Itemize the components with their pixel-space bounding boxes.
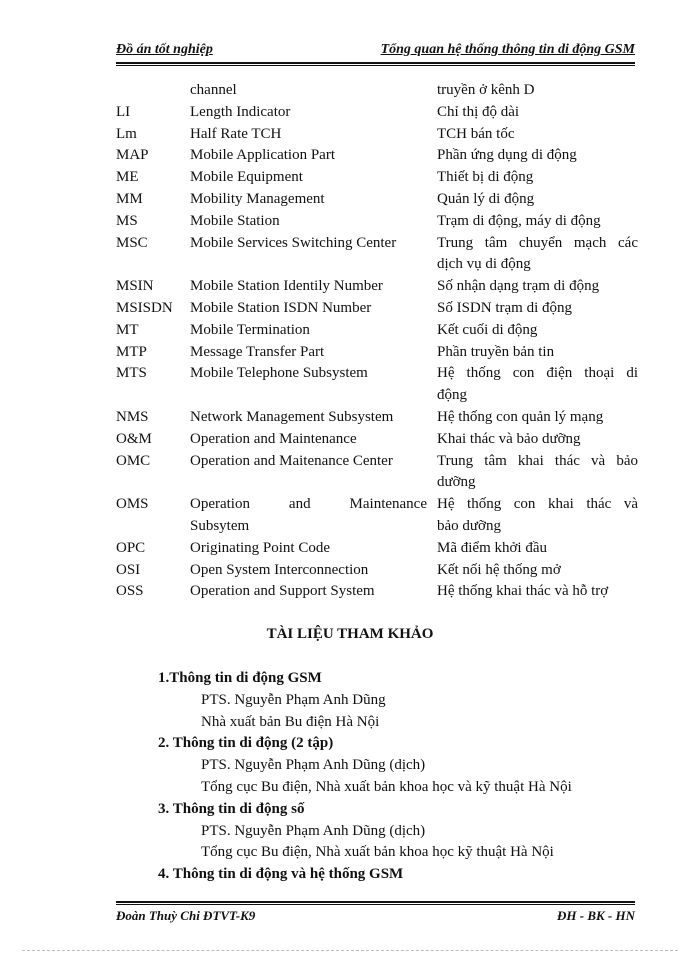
- abbreviation-vietnamese: [437, 451, 638, 495]
- references-list: [158, 668, 628, 886]
- footer-rule-thin: [116, 904, 635, 905]
- header-rule: [116, 62, 635, 64]
- abbreviation-code: MSIN: [116, 278, 154, 295]
- reference-detail: Nhà xuất bản Bu điện Hà Nội: [201, 713, 380, 730]
- english-line: Mobile Equipment: [190, 169, 303, 186]
- abbreviation-english: [190, 145, 437, 167]
- reference-detail: PTS. Nguyễn Phạm Anh Dũng: [201, 691, 386, 708]
- abbreviation-code: MM: [116, 190, 143, 207]
- references-heading: TÀI LIỆU THAM KHẢO: [266, 626, 434, 642]
- vietnamese-line: Hệ thống con điện thoại di: [437, 365, 638, 382]
- abbreviation-row: [116, 124, 638, 146]
- vietnamese-line: Quản lý di động: [437, 190, 535, 207]
- abbreviation-code: MTP: [116, 343, 147, 360]
- abbreviation-code: NMS: [116, 408, 149, 425]
- abbreviation-english: [190, 429, 437, 451]
- abbreviation-code: MT: [116, 321, 139, 338]
- abbreviation-english: [190, 581, 437, 603]
- abbreviation-vietnamese: [437, 80, 638, 102]
- vietnamese-line: dưỡng: [437, 474, 476, 491]
- page-break-line: [22, 950, 678, 951]
- abbreviation-row: [116, 407, 638, 429]
- vietnamese-line: Mã điểm khởi đầu: [437, 539, 547, 556]
- abbreviation-code: MSC: [116, 234, 148, 251]
- reference-title: 2. Thông tin di động (2 tập): [158, 735, 334, 752]
- reference-title: 4. Thông tin di động và hệ thống GSM: [158, 866, 404, 883]
- abbreviation-vietnamese: [437, 320, 638, 342]
- abbreviation-english: [190, 233, 437, 277]
- vietnamese-line: Trạm di động, máy di động: [437, 212, 601, 229]
- abbreviation-english: [190, 451, 437, 495]
- english-line: Network Management Subsystem: [190, 408, 394, 425]
- english-line: Operation and Maintenance: [190, 430, 357, 447]
- abbreviation-row: [116, 167, 638, 189]
- abbreviation-vietnamese: [437, 276, 638, 298]
- vietnamese-line: động: [437, 387, 467, 404]
- abbreviation-english: [190, 538, 437, 560]
- header-left-title: Đồ án tốt nghiệp: [116, 42, 213, 57]
- abbreviation-vietnamese: [437, 233, 638, 277]
- english-line: Mobile Station: [190, 212, 280, 229]
- abbreviation-row: [116, 320, 638, 342]
- english-line: Operation and Maitenance Center: [190, 452, 393, 469]
- abbreviation-row: [116, 560, 638, 582]
- abbreviation-code: OPC: [116, 539, 146, 556]
- abbreviation-code: MAP: [116, 147, 149, 164]
- vietnamese-line: Phần truyền bản tin: [437, 343, 555, 360]
- abbreviation-vietnamese: [437, 189, 638, 211]
- abbreviation-vietnamese: [437, 124, 638, 146]
- abbreviation-code: OSI: [116, 561, 141, 578]
- abbreviation-vietnamese: [437, 102, 638, 124]
- abbreviation-row: [116, 145, 638, 167]
- english-line: Mobile Termination: [190, 321, 310, 338]
- reference-detail: Tổng cục Bu điện, Nhà xuất bản khoa học và kỹ thuật Hà Nội: [201, 778, 572, 795]
- english-line: Originating Point Code: [190, 539, 330, 556]
- vietnamese-line: Hệ thống khai thác và hỗ trợ: [437, 583, 609, 600]
- english-line: Mobile Telephone Subsystem: [190, 365, 368, 382]
- abbreviation-english: [190, 167, 437, 189]
- abbreviation-vietnamese: [437, 538, 638, 560]
- page-footer: [116, 906, 635, 926]
- reference-title: 1.Thông tin di động GSM: [158, 670, 322, 686]
- abbreviation-row: [116, 581, 638, 603]
- vietnamese-line: truyền ở kênh D: [437, 82, 535, 98]
- abbreviation-english: [190, 407, 437, 429]
- english-line: Mobile Application Part: [190, 147, 335, 164]
- abbreviation-row: [116, 80, 638, 102]
- english-line: Length Indicator: [190, 103, 291, 120]
- abbreviation-vietnamese: [437, 363, 638, 407]
- english-line: Message Transfer Part: [190, 343, 325, 360]
- abbreviation-vietnamese: [437, 298, 638, 320]
- abbreviation-code: MSISDN: [116, 299, 173, 316]
- abbreviation-english: [190, 276, 437, 298]
- abbreviation-code: OMS: [116, 496, 149, 513]
- reference-detail: PTS. Nguyễn Phạm Anh Dũng (dịch): [201, 822, 426, 839]
- abbreviation-code: OSS: [116, 583, 144, 600]
- vietnamese-line: Trung tâm chuyển mạch các: [437, 234, 638, 251]
- abbreviation-table: [116, 80, 638, 603]
- vietnamese-line: Thiết bị di động: [437, 169, 534, 186]
- abbreviation-vietnamese: [437, 581, 638, 603]
- abbreviation-english: [190, 211, 437, 233]
- vietnamese-line: Phần ứng dụng di động: [437, 147, 577, 164]
- header-rule-thin: [116, 65, 635, 66]
- vietnamese-line: Khai thác và bảo dưỡng: [437, 430, 581, 447]
- abbreviation-row: [116, 494, 638, 538]
- abbreviation-row: [116, 102, 638, 124]
- abbreviation-row: [116, 211, 638, 233]
- english-line: channel: [190, 82, 237, 98]
- footer-rule: [116, 901, 635, 903]
- abbreviation-vietnamese: [437, 145, 638, 167]
- abbreviation-english: [190, 80, 437, 102]
- reference-title: 3. Thông tin di động số: [158, 800, 305, 817]
- english-line: Mobile Services Switching Center: [190, 234, 397, 251]
- vietnamese-line: Hệ thống con quản lý mạng: [437, 408, 604, 425]
- abbreviation-row: [116, 233, 638, 277]
- abbreviation-english: [190, 102, 437, 124]
- abbreviation-row: [116, 429, 638, 451]
- abbreviation-code: MTS: [116, 365, 147, 382]
- english-line: Operation and Support System: [190, 583, 375, 600]
- abbreviation-english: [190, 124, 437, 146]
- abbreviation-vietnamese: [437, 429, 638, 451]
- english-line: Subsytem: [190, 517, 250, 534]
- abbreviation-vietnamese: [437, 167, 638, 189]
- abbreviation-code: [116, 80, 190, 102]
- english-line: Open System Interconnection: [190, 561, 369, 578]
- abbreviation-english: [190, 342, 437, 364]
- footer-school: ĐH - BK - HN: [557, 908, 635, 923]
- header-right-title: Tổng quan hệ thống thông tin di động GSM: [380, 42, 635, 57]
- vietnamese-line: Kết cuối di động: [437, 321, 538, 338]
- abbreviation-english: [190, 189, 437, 211]
- abbreviation-row: [116, 451, 638, 495]
- abbreviation-row: [116, 538, 638, 560]
- vietnamese-line: Số ISDN trạm di động: [437, 299, 572, 316]
- abbreviation-vietnamese: [437, 211, 638, 233]
- vietnamese-line: Hệ thống con khai thác và: [437, 496, 638, 513]
- abbreviation-code: MS: [116, 212, 138, 229]
- english-line: Mobility Management: [190, 190, 325, 207]
- abbreviation-row: [116, 363, 638, 407]
- footer-author: Đoàn Thuỳ Chi ĐTVT-K9: [116, 908, 256, 923]
- vietnamese-line: Số nhận dạng trạm di động: [437, 278, 600, 295]
- reference-detail: Tổng cục Bu điện, Nhà xuất bản khoa học kỹ thuật Hà Nội: [201, 844, 554, 861]
- vietnamese-line: Trung tâm khai thác và bảo: [437, 452, 638, 469]
- abbreviation-english: [190, 560, 437, 582]
- abbreviation-english: [190, 363, 437, 407]
- abbreviation-row: [116, 276, 638, 298]
- abbreviation-vietnamese: [437, 407, 638, 429]
- abbreviation-row: [116, 298, 638, 320]
- abbreviation-code: ME: [116, 169, 139, 186]
- vietnamese-line: bảo dưỡng: [437, 517, 501, 534]
- english-line: Operation and Maintenance: [190, 496, 427, 513]
- abbreviation-code: Lm: [116, 125, 137, 142]
- vietnamese-line: Kết nối hệ thống mở: [437, 561, 561, 578]
- abbreviation-row: [116, 189, 638, 211]
- abbreviation-code: LI: [116, 103, 131, 120]
- reference-detail: PTS. Nguyễn Phạm Anh Dũng (dịch): [201, 757, 426, 774]
- abbreviation-english: [190, 298, 437, 320]
- vietnamese-line: dịch vụ di động: [437, 256, 531, 273]
- abbreviation-english: [190, 320, 437, 342]
- abbreviation-row: [116, 342, 638, 364]
- page-header: [116, 40, 635, 60]
- english-line: Mobile Station Identily Number: [190, 278, 383, 295]
- abbreviation-vietnamese: [437, 494, 638, 538]
- english-line: Half Rate TCH: [190, 125, 282, 142]
- abbreviation-code: OMC: [116, 452, 151, 469]
- abbreviation-vietnamese: [437, 342, 638, 364]
- vietnamese-line: TCH bán tốc: [437, 125, 515, 142]
- vietnamese-line: Chỉ thị độ dài: [437, 103, 520, 120]
- english-line: Mobile Station ISDN Number: [190, 299, 372, 316]
- abbreviation-english: [190, 494, 437, 538]
- abbreviation-code: O&M: [116, 430, 152, 447]
- abbreviation-vietnamese: [437, 560, 638, 582]
